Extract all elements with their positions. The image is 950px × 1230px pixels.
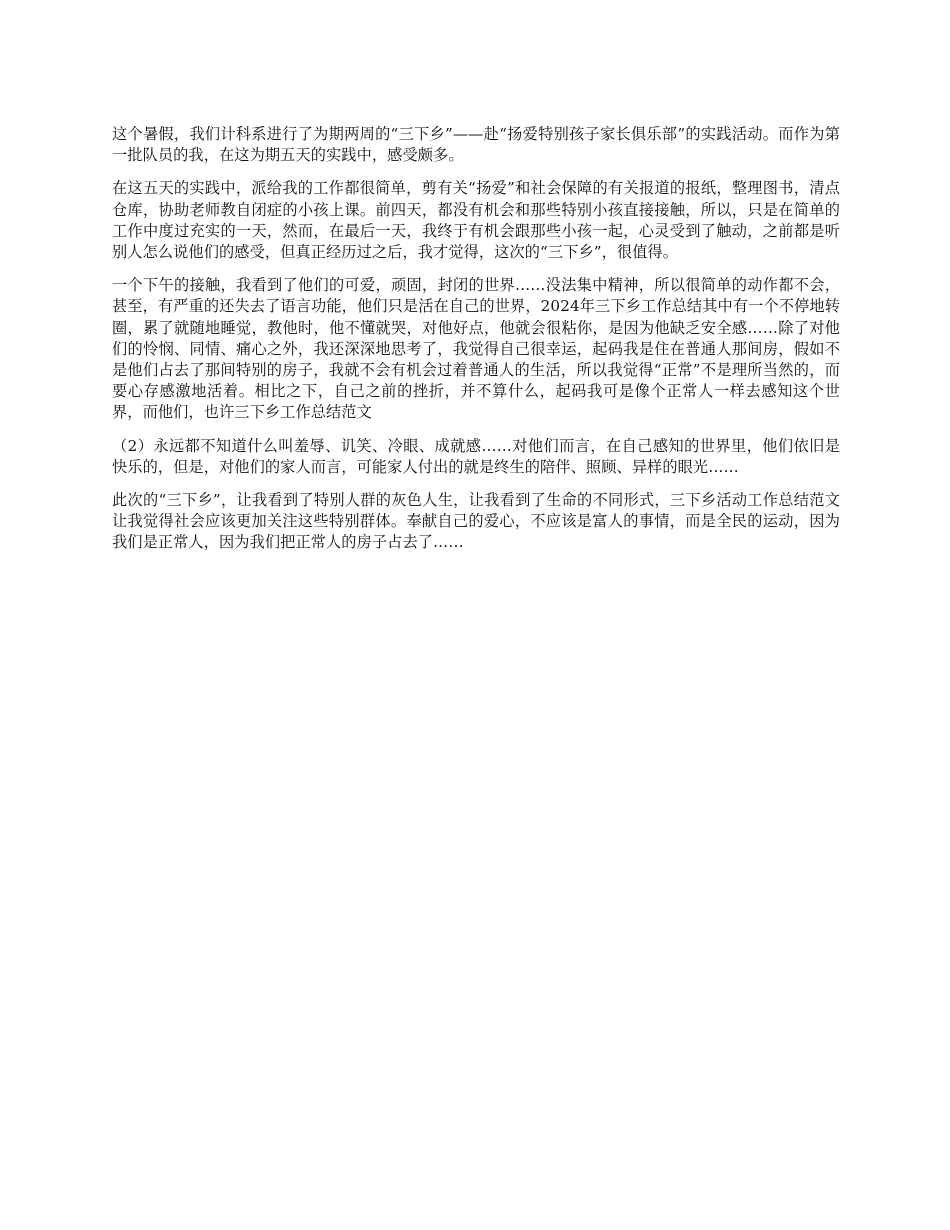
paragraph-3: 一个下午的接触，我看到了他们的可爱，顽固，封闭的世界……没法集中精神，所以很简单的动作都不会，甚至，有严重的还失去了语言功能，他们只是活在自己的世界，2024年三下乡工作总结其中有一个不停地转圈，累了就随地睡觉，教他时，他不懂就哭，对他好点，他就会很粘你，是因为他缺乏安全感……除了对他们的怜悯、同情、痛心之外，我还深深地思考了，我觉得自己很幸运，起码我是住在普通人那间房，假如不是他们占去了那间特别的房子，我就不会有机会过着普通人的生活，所以我觉得“正常”不是理所当然的，而要心存感激地活着。相比之下，自己之前的挫折，并不算什么，起码我可是像个正常人一样去感知这个世界，而他们，也许三下乡工作总结范文 [112, 276, 840, 422]
paragraph-1: 这个暑假，我们计科系进行了为期两周的“三下乡”——赴“扬爱特别孩子家长俱乐部”的实践活动。而作为第一批队员的我，在这为期五天的实践中，感受颇多。 [112, 125, 840, 165]
paragraph-5: 此次的“三下乡”，让我看到了特别人群的灰色人生，让我看到了生命的不同形式，三下乡活动工作总结范文让我觉得社会应该更加关注这些特别群体。奉献自己的爱心，不应该是富人的事情，而是全民的运动，因为我们是正常人，因为我们把正常人的房子占去了…… [112, 491, 840, 552]
document-page [112, 124, 840, 566]
paragraph-4: （2）永远都不知道什么叫羞辱、讥笑、冷眼、成就感……对他们而言，在自己感知的世界里，他们依旧是快乐的，但是，对他们的家人而言，可能家人付出的就是终生的陪伴、照顾、异样的眼光…… [112, 436, 840, 476]
paragraph-2: 在这五天的实践中，派给我的工作都很简单，剪有关“扬爱”和社会保障的有关报道的报纸，整理图书，清点仓库，协助老师教自闭症的小孩上课。前四天，都没有机会和那些特别小孩直接接触，所以，只是在简单的工作中度过充实的一天，然而，在最后一天，我终于有机会跟那些小孩一起，心灵受到了触动，之前都是听别人怎么说他们的感受，但真正经历过之后，我才觉得，这次的“三下乡”，很值得。 [112, 179, 840, 262]
